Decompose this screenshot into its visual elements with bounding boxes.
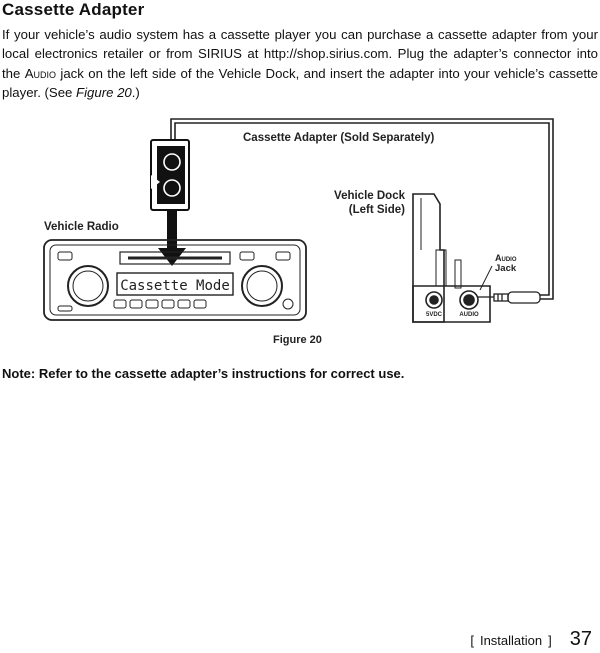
footer-section: Installation bbox=[479, 633, 543, 648]
paragraph-part3: .) bbox=[131, 85, 140, 101]
vehicle-radio-label: Vehicle Radio bbox=[44, 221, 119, 233]
paragraph-part1: If your vehicle’s audio system has a cassette player you can purchase a cassette adapter from your local electronics retailer or from SIRIUS at http://shop.sirius.com. Plug the adapter’s connector into the bbox=[2, 27, 598, 81]
port-audio-label: AUDIO bbox=[459, 312, 479, 318]
body-paragraph bbox=[2, 25, 598, 103]
audio-plug bbox=[478, 292, 540, 303]
audio-jack-label-line2: Jack bbox=[495, 263, 517, 274]
paragraph-part2: jack on the left side of the Vehicle Dock, and insert the adapter into your vehicle’s cassette player. (See bbox=[2, 65, 598, 101]
cassette-adapter bbox=[151, 140, 189, 210]
vehicle-dock-label-line1: Vehicle Dock bbox=[334, 190, 405, 202]
radio-display-text: Cassette Mode bbox=[120, 278, 230, 294]
figure-reference: Figure 20 bbox=[76, 85, 132, 101]
audio-word: Audio bbox=[24, 65, 57, 81]
vehicle-dock-label-line2: (Left Side) bbox=[348, 204, 405, 216]
section-heading: Cassette Adapter bbox=[2, 0, 145, 19]
page-footer bbox=[470, 628, 592, 651]
figure-20-illustration bbox=[0, 100, 600, 350]
page-number: 37 bbox=[569, 628, 592, 650]
figure-caption: Figure 20 bbox=[273, 334, 322, 346]
port-5vdc-label: 5VDC bbox=[425, 312, 443, 318]
vehicle-dock bbox=[413, 194, 490, 322]
cassette-adapter-label: Cassette Adapter (Sold Separately) bbox=[243, 132, 435, 144]
audio-jack-label-line1: Audio bbox=[495, 253, 517, 263]
footer-bracket-close: ] bbox=[548, 633, 552, 648]
note-text: Note: Refer to the cassette adapter’s instructions for correct use. bbox=[2, 366, 405, 381]
footer-bracket-open: [ bbox=[470, 633, 474, 648]
